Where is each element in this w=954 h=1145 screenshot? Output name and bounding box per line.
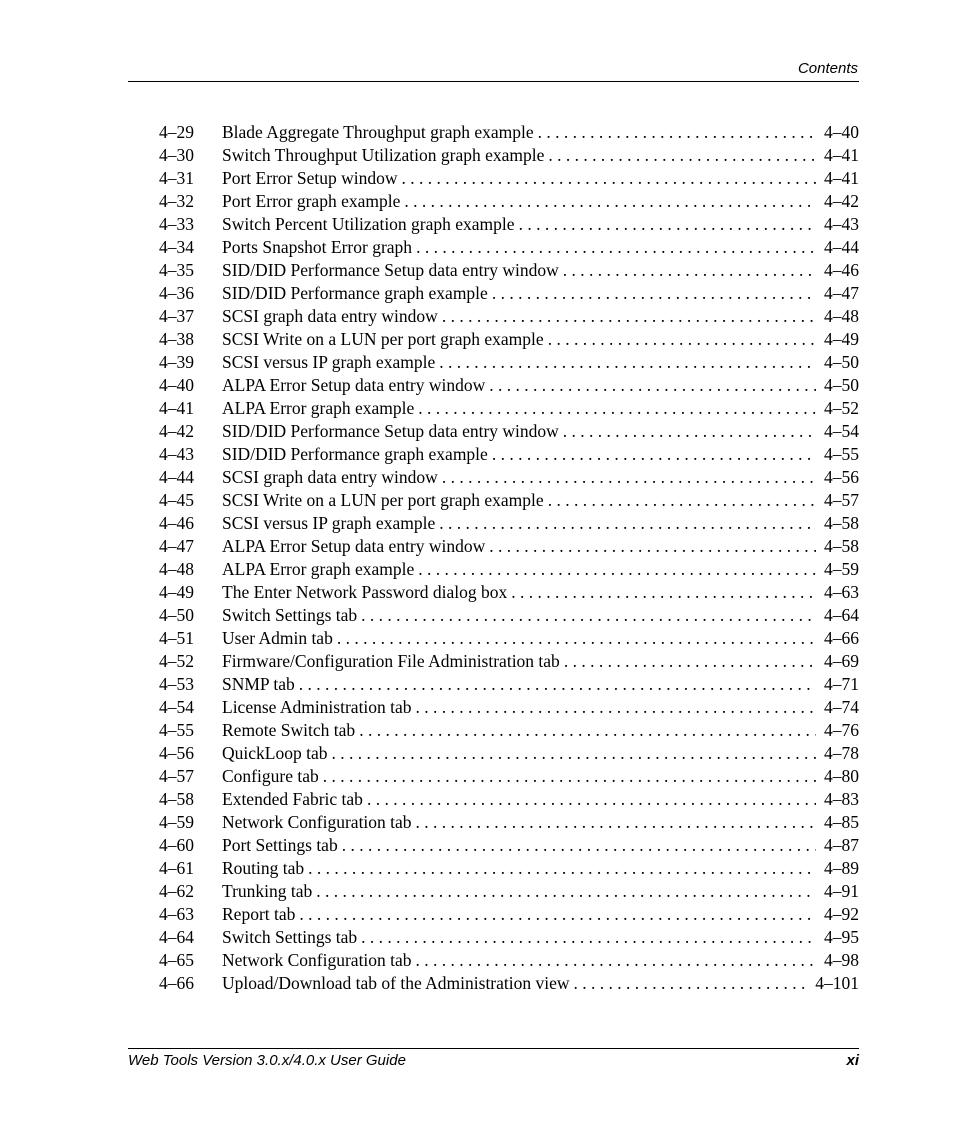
toc-entry[interactable]: [159, 903, 859, 926]
figure-number: 4–29: [159, 122, 194, 142]
figure-number: 4–58: [159, 789, 194, 809]
figure-number: 4–64: [159, 927, 194, 947]
figure-number: 4–56: [159, 743, 194, 763]
toc-entry[interactable]: [159, 811, 859, 834]
dot-leader: [412, 696, 816, 719]
figure-title: Switch Throughput Utilization graph example: [222, 145, 545, 165]
dot-leader: [414, 397, 816, 420]
figure-number: 4–34: [159, 237, 194, 257]
figure-number: 4–54: [159, 697, 194, 717]
running-header: Contents: [797, 60, 858, 77]
toc-entry[interactable]: [159, 443, 859, 466]
page-reference: 4–83: [824, 789, 859, 809]
figure-title: Routing tab: [222, 858, 305, 878]
dot-leader: [338, 834, 816, 857]
toc-entry[interactable]: [159, 972, 859, 995]
dot-leader: [295, 903, 816, 926]
figure-title: Trunking tab: [222, 881, 313, 901]
toc-entry[interactable]: [159, 374, 859, 397]
toc-entry[interactable]: [159, 788, 859, 811]
page-reference: 4–89: [824, 858, 859, 878]
dot-leader: [485, 535, 816, 558]
dot-leader: [363, 788, 816, 811]
figure-number: 4–63: [159, 904, 194, 924]
page-reference: 4–69: [824, 651, 859, 671]
figure-title: SID/DID Performance Setup data entry window: [222, 260, 559, 280]
dot-leader: [333, 627, 816, 650]
dot-leader: [312, 880, 816, 903]
toc-entry[interactable]: [159, 420, 859, 443]
dot-leader: [327, 742, 816, 765]
page-reference: 4–91: [824, 881, 859, 901]
dot-leader: [435, 351, 816, 374]
page-reference: 4–44: [824, 237, 859, 257]
figure-number: 4–35: [159, 260, 194, 280]
figure-number: 4–50: [159, 605, 194, 625]
page-reference: 4–58: [824, 513, 859, 533]
toc-entry[interactable]: [159, 926, 859, 949]
figure-title: The Enter Network Password dialog box: [222, 582, 508, 602]
figure-title: SCSI Write on a LUN per port graph example: [222, 490, 544, 510]
toc-entry[interactable]: [159, 949, 859, 972]
figure-title: Network Configuration tab: [222, 950, 412, 970]
figure-title: SCSI Write on a LUN per port graph example: [222, 329, 544, 349]
figure-title: Blade Aggregate Throughput graph example: [222, 122, 534, 142]
toc-entry[interactable]: [159, 236, 859, 259]
page-reference: 4–41: [824, 145, 859, 165]
page-reference: 4–92: [824, 904, 859, 924]
figure-title: Port Settings tab: [222, 835, 338, 855]
figure-number: 4–51: [159, 628, 194, 648]
dot-leader: [319, 765, 816, 788]
page-reference: 4–71: [824, 674, 859, 694]
figure-title: SCSI versus IP graph example: [222, 513, 436, 533]
dot-leader: [435, 512, 816, 535]
page-reference: 4–46: [824, 260, 859, 280]
figure-title: ALPA Error graph example: [222, 398, 415, 418]
toc-entry[interactable]: [159, 167, 859, 190]
figure-number: 4–43: [159, 444, 194, 464]
toc-entry[interactable]: [159, 190, 859, 213]
figure-number: 4–45: [159, 490, 194, 510]
toc-entry[interactable]: [159, 765, 859, 788]
page-reference: 4–50: [824, 352, 859, 372]
figure-title: Network Configuration tab: [222, 812, 412, 832]
figure-title: Switch Percent Utilization graph example: [222, 214, 515, 234]
dot-leader: [355, 719, 816, 742]
figure-title: User Admin tab: [222, 628, 333, 648]
page-reference: 4–98: [824, 950, 859, 970]
page-reference: 4–54: [824, 421, 859, 441]
dot-leader: [488, 282, 816, 305]
page-reference: 4–57: [824, 490, 859, 510]
figure-number: 4–30: [159, 145, 194, 165]
toc-entry[interactable]: [159, 857, 859, 880]
page-reference: 4–52: [824, 398, 859, 418]
toc-entry[interactable]: [159, 489, 859, 512]
dot-leader: [414, 558, 816, 581]
page-reference: 4–80: [824, 766, 859, 786]
dot-leader: [397, 167, 816, 190]
dot-leader: [559, 259, 816, 282]
toc-entry[interactable]: [159, 213, 859, 236]
figure-number: 4–48: [159, 559, 194, 579]
toc-entry[interactable]: [159, 880, 859, 903]
toc-entry[interactable]: [159, 696, 859, 719]
dot-leader: [357, 926, 816, 949]
figure-title: Upload/Download tab of the Administration view: [222, 973, 570, 993]
page-reference: 4–50: [824, 375, 859, 395]
page-reference: 4–64: [824, 605, 859, 625]
figure-number: 4–57: [159, 766, 194, 786]
toc-entry[interactable]: [159, 673, 859, 696]
figure-number: 4–40: [159, 375, 194, 395]
page-reference: 4–87: [824, 835, 859, 855]
dot-leader: [400, 190, 816, 213]
footer-rule: [128, 1048, 859, 1049]
dot-leader: [412, 811, 816, 834]
figure-title: Port Error graph example: [222, 191, 401, 211]
toc-entry[interactable]: [159, 719, 859, 742]
page-reference: 4–55: [824, 444, 859, 464]
page-reference: 4–56: [824, 467, 859, 487]
figure-title: Report tab: [222, 904, 296, 924]
figure-number: 4–52: [159, 651, 194, 671]
figure-number: 4–66: [159, 973, 194, 993]
page-reference: 4–95: [824, 927, 859, 947]
toc-entry[interactable]: [159, 305, 859, 328]
figure-title: QuickLoop tab: [222, 743, 328, 763]
figure-title: SCSI versus IP graph example: [222, 352, 436, 372]
figure-number: 4–41: [159, 398, 194, 418]
figure-number: 4–65: [159, 950, 194, 970]
dot-leader: [357, 604, 816, 627]
figure-title: Ports Snapshot Error graph: [222, 237, 413, 257]
page-reference: 4–58: [824, 536, 859, 556]
page-reference: 4–49: [824, 329, 859, 349]
dot-leader: [559, 420, 816, 443]
toc-entry[interactable]: [159, 397, 859, 420]
page-reference: 4–48: [824, 306, 859, 326]
figure-number: 4–59: [159, 812, 194, 832]
toc-entry[interactable]: [159, 351, 859, 374]
page-reference: 4–59: [824, 559, 859, 579]
page-reference: 4–42: [824, 191, 859, 211]
dot-leader: [488, 443, 816, 466]
dot-leader: [507, 581, 816, 604]
toc-entry[interactable]: [159, 627, 859, 650]
figure-number: 4–38: [159, 329, 194, 349]
header-rule: [128, 81, 859, 82]
figure-number: 4–32: [159, 191, 194, 211]
figure-number: 4–49: [159, 582, 194, 602]
toc-entry[interactable]: [159, 604, 859, 627]
footer-page-number: xi: [846, 1052, 859, 1069]
figure-number: 4–42: [159, 421, 194, 441]
dot-leader: [534, 121, 816, 144]
dot-leader: [412, 949, 816, 972]
figure-number: 4–47: [159, 536, 194, 556]
toc-entry[interactable]: [159, 466, 859, 489]
dot-leader: [485, 374, 816, 397]
dot-leader: [515, 213, 816, 236]
figure-title: Firmware/Configuration File Administration tab: [222, 651, 560, 671]
toc-entry[interactable]: [159, 558, 859, 581]
dot-leader: [304, 857, 816, 880]
figure-number: 4–60: [159, 835, 194, 855]
dot-leader: [570, 972, 808, 995]
page-reference: 4–101: [815, 973, 859, 993]
page-reference: 4–74: [824, 697, 859, 717]
figure-number: 4–31: [159, 168, 194, 188]
figure-number: 4–55: [159, 720, 194, 740]
page-reference: 4–63: [824, 582, 859, 602]
page-reference: 4–66: [824, 628, 859, 648]
toc-entry[interactable]: [159, 650, 859, 673]
footer-guide-title: Web Tools Version 3.0.x/4.0.x User Guide: [128, 1052, 406, 1069]
figure-number: 4–39: [159, 352, 194, 372]
figure-title: Remote Switch tab: [222, 720, 356, 740]
toc-entry[interactable]: [159, 328, 859, 351]
page-reference: 4–76: [824, 720, 859, 740]
figure-title: ALPA Error Setup data entry window: [222, 375, 486, 395]
figure-number: 4–62: [159, 881, 194, 901]
figure-number: 4–37: [159, 306, 194, 326]
page-reference: 4–78: [824, 743, 859, 763]
dot-leader: [438, 466, 816, 489]
page-reference: 4–41: [824, 168, 859, 188]
table-of-figures: [159, 121, 859, 995]
toc-entry[interactable]: [159, 259, 859, 282]
figure-title: SNMP tab: [222, 674, 295, 694]
dot-leader: [544, 489, 816, 512]
figure-title: ALPA Error graph example: [222, 559, 415, 579]
figure-number: 4–53: [159, 674, 194, 694]
figure-title: SCSI graph data entry window: [222, 467, 438, 487]
figure-title: Port Error Setup window: [222, 168, 398, 188]
figure-number: 4–44: [159, 467, 194, 487]
toc-entry[interactable]: [159, 282, 859, 305]
figure-title: SID/DID Performance graph example: [222, 444, 488, 464]
figure-number: 4–46: [159, 513, 194, 533]
figure-number: 4–61: [159, 858, 194, 878]
dot-leader: [544, 144, 816, 167]
figure-title: Switch Settings tab: [222, 605, 358, 625]
toc-entry[interactable]: [159, 512, 859, 535]
page-reference: 4–85: [824, 812, 859, 832]
figure-title: SID/DID Performance Setup data entry window: [222, 421, 559, 441]
figure-number: 4–36: [159, 283, 194, 303]
toc-entry[interactable]: [159, 535, 859, 558]
figure-title: SID/DID Performance graph example: [222, 283, 488, 303]
toc-entry[interactable]: [159, 144, 859, 167]
figure-title: Switch Settings tab: [222, 927, 358, 947]
page-reference: 4–47: [824, 283, 859, 303]
page-reference: 4–43: [824, 214, 859, 234]
figure-title: SCSI graph data entry window: [222, 306, 438, 326]
dot-leader: [295, 673, 816, 696]
figure-title: License Administration tab: [222, 697, 412, 717]
figure-title: ALPA Error Setup data entry window: [222, 536, 486, 556]
toc-entry[interactable]: [159, 834, 859, 857]
page-reference: 4–40: [824, 122, 859, 142]
dot-leader: [544, 328, 816, 351]
toc-entry[interactable]: [159, 581, 859, 604]
dot-leader: [438, 305, 816, 328]
figure-number: 4–33: [159, 214, 194, 234]
toc-entry[interactable]: [159, 742, 859, 765]
dot-leader: [412, 236, 816, 259]
toc-entry[interactable]: [159, 121, 859, 144]
dot-leader: [560, 650, 816, 673]
figure-title: Extended Fabric tab: [222, 789, 363, 809]
figure-title: Configure tab: [222, 766, 319, 786]
